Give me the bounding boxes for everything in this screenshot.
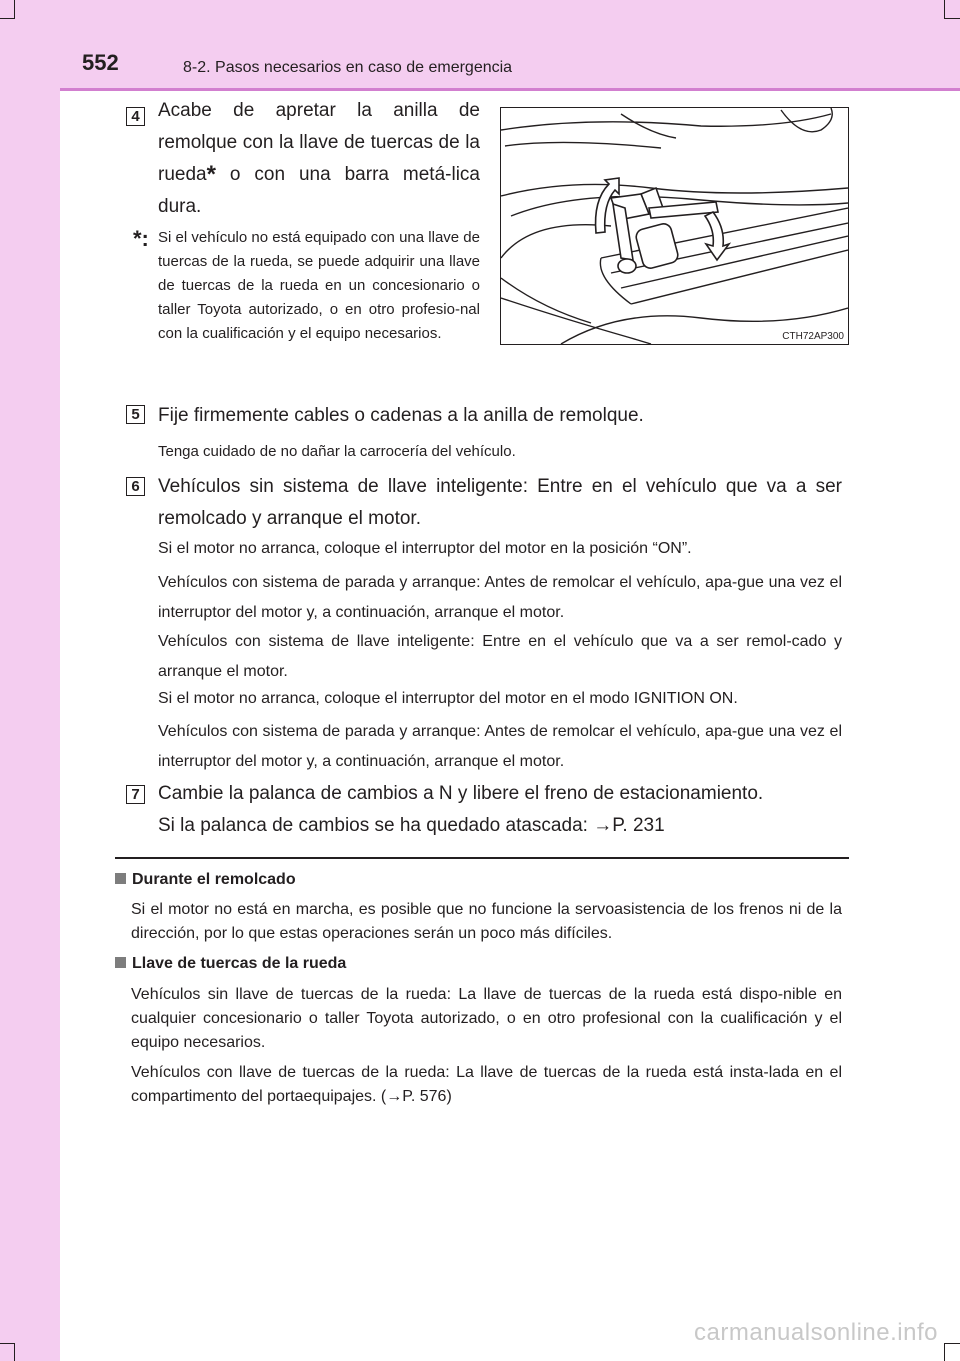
note-title-wrench (115, 955, 346, 973)
step-6-note-2: Vehículos con sistema de parada y arranque: Antes de remolcar el vehículo, apa-gue una vez el interruptor del motor y, a continuación, arranque el motor. (158, 574, 842, 621)
note-title-towing-label: Durante el remolcado (132, 871, 296, 888)
note-towing-text: Si el motor no está en marcha, es posible que no funcione la servoasistencia de los frenos ni de la dirección, por lo que estas operaciones serán un poco más difíciles. (131, 901, 842, 942)
sidebar-band (0, 0, 60, 1361)
note-wrench-text-1: Vehículos sin llave de tuercas de la rueda: La llave de tuercas de la rueda está dispo-nible en cualquier concesionario o taller Toyota autorizado, o en otro profesional con la cualificación y el equipo necesarios. (131, 986, 842, 1051)
step-6-note-4: Si el motor no arranca, coloque el interruptor del motor en el modo IGNITION ON. (158, 690, 738, 707)
figure-code: CTH72AP300 (782, 331, 844, 342)
step-6-text: Vehículos sin sistema de llave inteligente: Entre en el vehículo que va a ser remolcado y arranque el motor. (158, 476, 842, 529)
step-4-text-part2: o con una barra metá-lica dura. (158, 164, 480, 217)
step-4-text-part1: Acabe de apretar la anilla de remolque con la llave de tuercas de la rueda (158, 100, 480, 185)
note-title-wrench-label: Llave de tuercas de la rueda (132, 955, 347, 972)
note-title-towing (115, 871, 296, 889)
watermark: carmanualsonline.info (694, 1319, 938, 1346)
crop-mark (0, 1343, 15, 1344)
crop-mark (944, 1343, 960, 1344)
footnote-marker: *: (133, 226, 149, 251)
header-rule (60, 88, 960, 91)
crop-mark (944, 18, 960, 19)
crop-mark (944, 0, 945, 18)
square-bullet-icon (115, 957, 126, 968)
tow-eye-illustration (500, 107, 849, 345)
crop-mark (14, 1343, 15, 1361)
note-wrench-text-2: Vehículos con llave de tuercas de la rueda: La llave de tuercas de la rueda está insta-lada en el compartimento del portaequipajes. (→P. 576) (131, 1064, 842, 1105)
illustration-drawing (501, 108, 848, 344)
step-7-text: Cambie la palanca de cambios a N y libere el freno de estacionamiento. (158, 783, 764, 804)
square-bullet-icon (115, 873, 126, 884)
step-number-7: 7 (126, 785, 145, 804)
step-6-note-5: Vehículos con sistema de parada y arranque: Antes de remolcar el vehículo, apa-gue una vez el interruptor del motor y, a continuación, arranque el motor. (158, 723, 842, 770)
step-7-text-2: Si la palanca de cambios se ha quedado atascada: →P. 231 (158, 815, 665, 836)
step-5-note: Tenga cuidado de no dañar la carrocería del vehículo. (158, 443, 516, 460)
crop-mark (14, 0, 15, 18)
asterisk-mark: * (206, 161, 216, 188)
step-number-6: 6 (126, 477, 145, 496)
step-4-footnote: Si el vehículo no está equipado con una llave de tuercas de la rueda, se puede adquirir una llave de tuercas de la rueda en un concesionario o taller Toyota autorizado, o en otro profesio-nal con la cualificación y el equipo necesarios. (158, 229, 480, 342)
crop-mark (0, 18, 15, 19)
crop-mark (944, 1343, 945, 1361)
step-number-4: 4 (126, 107, 145, 126)
step-number-5: 5 (126, 405, 145, 424)
page-number: 552 (82, 50, 119, 75)
step-6-note-3: Vehículos con sistema de llave inteligente: Entre en el vehículo que va a ser remol-cado y arranque el motor. (158, 633, 842, 680)
step-5-text: Fije firmemente cables o cadenas a la anilla de remolque. (158, 405, 644, 426)
section-divider (115, 857, 849, 859)
section-title: 8-2. Pasos necesarios en caso de emergencia (183, 59, 513, 76)
step-6-note-1: Si el motor no arranca, coloque el interruptor del motor en la posición “ON”. (158, 540, 692, 557)
step-4-text (158, 95, 480, 223)
